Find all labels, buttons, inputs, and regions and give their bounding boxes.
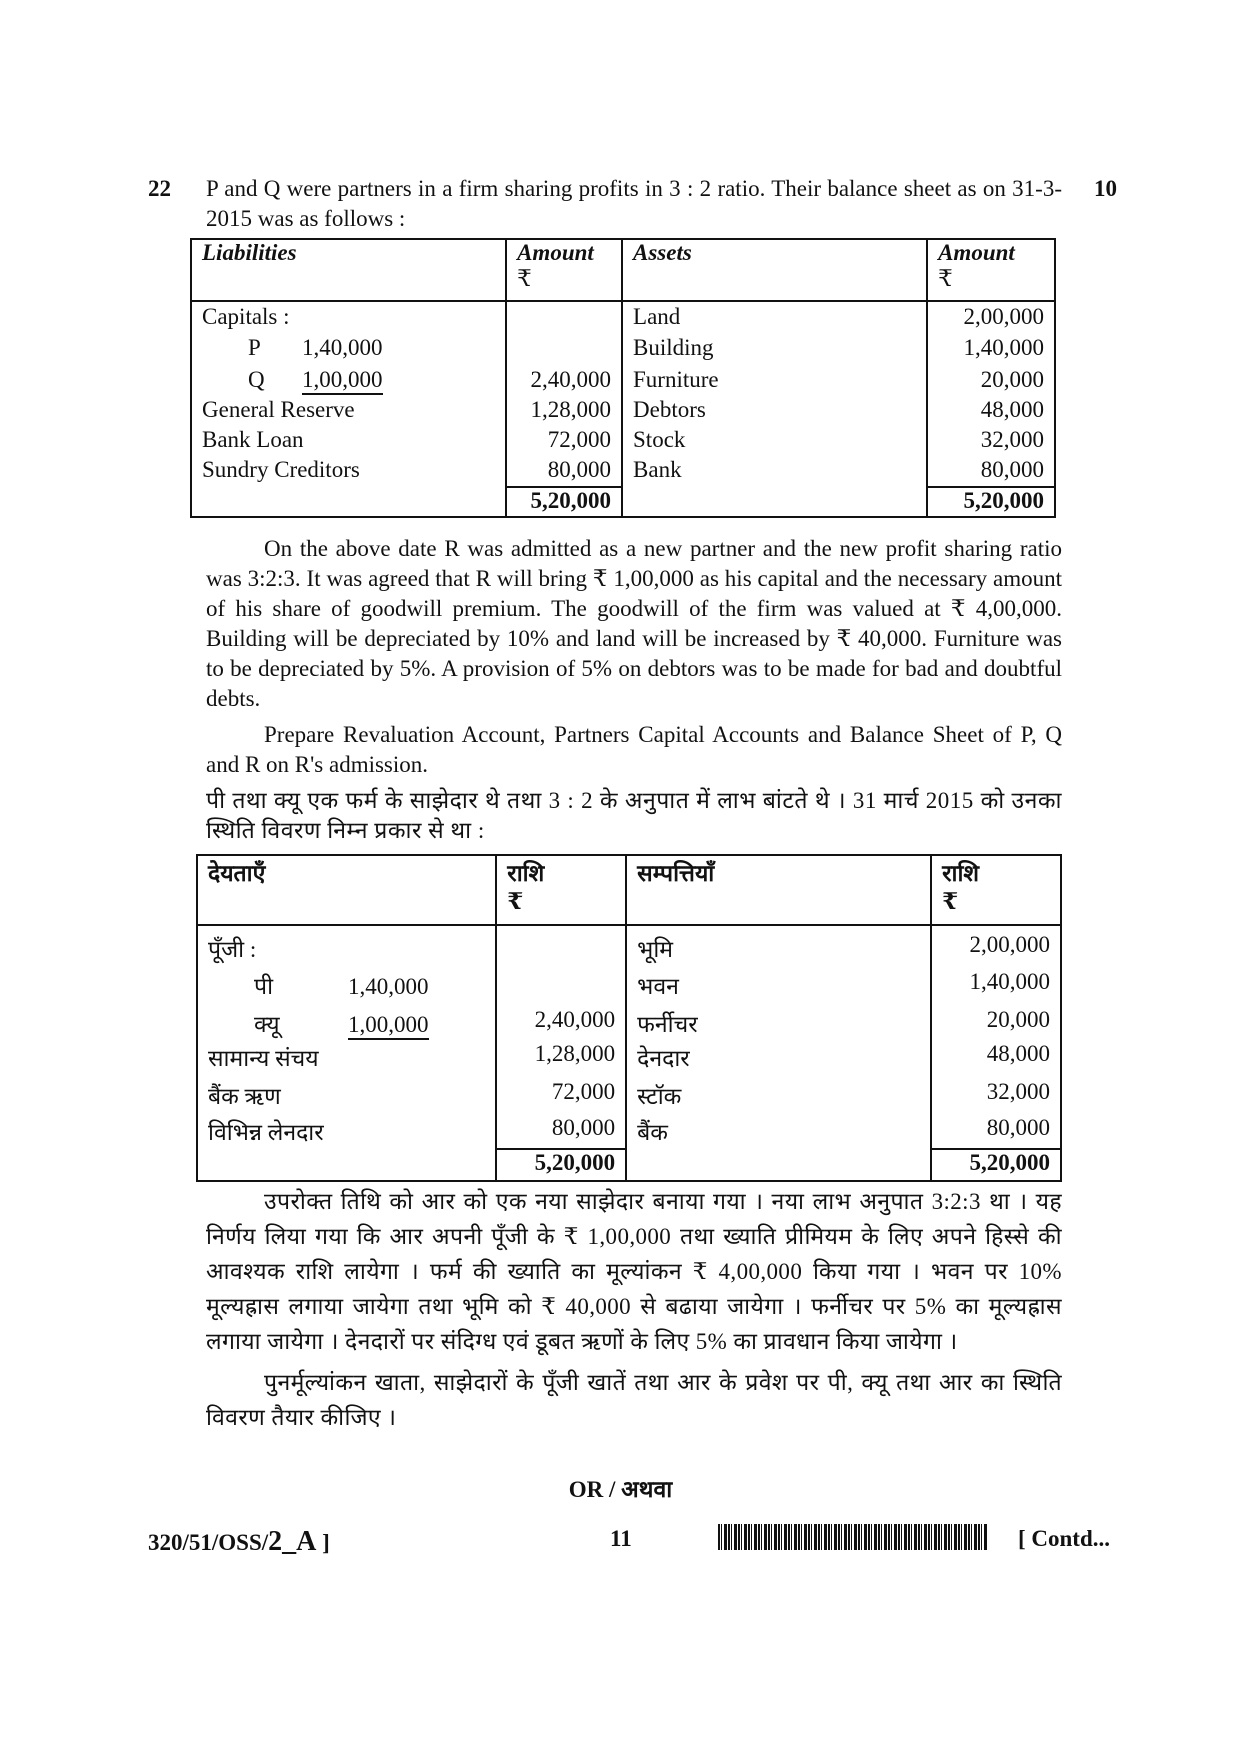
balance-sheet-hi [196, 854, 1062, 1182]
body-hi-para-2: पुनर्मूल्यांकन खाता, साझेदारों के पूँजी खातें तथा आर के प्रवेश पर पी, क्यू तथा आर का स्थिति विवरण तैयार कीजिए । [206, 1370, 1062, 1430]
asset-bank-amount: 80,000 [927, 457, 1055, 487]
total-liabilities-hi: 5,20,000 [496, 1149, 626, 1181]
total-assets: 5,20,000 [927, 487, 1055, 517]
total-assets-hi: 5,20,000 [931, 1149, 1061, 1181]
liab-bank-loan-amount-hi: 72,000 [496, 1075, 626, 1113]
liab-creditors: Sundry Creditors [191, 457, 506, 487]
liab-bank-loan-amount: 72,000 [506, 427, 622, 457]
asset-stock-amount-hi: 32,000 [931, 1075, 1061, 1113]
asset-land-hi: भूमि [626, 925, 931, 965]
paper-code: 320/51/OSS/2_A ] [148, 1526, 330, 1557]
asset-furniture-hi: फर्नीचर [626, 1003, 931, 1041]
intro-en-text: P and Q were partners in a firm sharing profits in 3 : 2 ratio. Their balance sheet as on 31-3-2015 was as follows : [206, 176, 1062, 231]
liab-general-reserve-hi: सामान्य संचय [197, 1041, 496, 1075]
body-en-para-1: On the above date R was admitted as a new partner and the new profit sharing ratio was 3:2:3. It was agreed that R will bring ₹ 1,00,000 as his capital and the necessary amount of his share of goodwill premium. The goodwill of the firm was valued at ₹ 4,00,000. Building will be depreciated by 10% and land will be increased by ₹ 40,000. Furniture was to be depreciated by 5%. A provision of 5% on debtors was to be made for bad and doubtful debts. [206, 536, 1062, 711]
header-liabilities-hi: देयताएँ [197, 855, 496, 925]
body-hi-para-1: उपरोक्त तिथि को आर को एक नया साझेदार बनाया गया । नया लाभ अनुपात 3:2:3 था । यह निर्णय लिया गया कि आर अपनी पूँजी के ₹ 1,00,000 तथा ख्याति प्रीमियम के लिए अपने हिस्से की आवश्यक राशि लायेगा । फर्म की ख्याति का मूल्यांकन ₹ 4,00,000 किया गया । भवन पर 10% मूल्यह्रास लगाया जायेगा तथा भूमि को ₹ 40,000 से बढाया जायेगा । फर्नीचर पर 5% का मूल्यह्रास लगाया जायेगा । देनदारों पर संदिग्ध एवं डूबत ऋणों के लिए 5% का प्रावधान किया जायेगा । [206, 1189, 1062, 1354]
body-en-para-2: Prepare Revaluation Account, Partners Capital Accounts and Balance Sheet of P, Q and R on R's admission. [206, 722, 1062, 777]
row-capital-p-hi: पी 1,40,000 [197, 965, 496, 1003]
balance-sheet-en [190, 238, 1056, 518]
capital-total: 2,40,000 [506, 367, 622, 397]
liab-creditors-amount-hi: 80,000 [496, 1113, 626, 1149]
asset-bank-amount-hi: 80,000 [931, 1113, 1061, 1149]
liab-bank-loan: Bank Loan [191, 427, 506, 457]
row-capitals-hi: पूँजी : [197, 925, 496, 965]
asset-bank: Bank [622, 457, 927, 487]
header-amount-assets-hi: राशि ₹ [931, 855, 1061, 925]
asset-furniture-amount-hi: 20,000 [931, 1003, 1061, 1041]
question-marks: 10 [1094, 176, 1117, 201]
liab-general-reserve: General Reserve [191, 397, 506, 427]
barcode [718, 1524, 988, 1550]
asset-bank-hi: बैंक [626, 1113, 931, 1149]
page-number: 11 [610, 1526, 632, 1551]
header-amount-liab-hi: राशि ₹ [496, 855, 626, 925]
question-body-hi [206, 1184, 1062, 1435]
header-liabilities: Liabilities [191, 239, 506, 301]
asset-debtors-amount-hi: 48,000 [931, 1041, 1061, 1075]
liab-creditors-amount: 80,000 [506, 457, 622, 487]
asset-stock-hi: स्टॉक [626, 1075, 931, 1113]
header-assets-hi: सम्पत्तियाँ [626, 855, 931, 925]
continued-label: [ Contd... [1018, 1526, 1111, 1551]
asset-stock-amount: 32,000 [927, 427, 1055, 457]
asset-building-amount-hi: 1,40,000 [931, 965, 1061, 1003]
asset-building-amount: 1,40,000 [927, 335, 1055, 367]
question-number: 22 [148, 176, 171, 201]
question-body-en [206, 534, 1062, 846]
asset-debtors: Debtors [622, 397, 927, 427]
asset-land: Land [622, 301, 927, 335]
liab-general-reserve-amount-hi: 1,28,000 [496, 1041, 626, 1075]
header-amount-assets: Amount ₹ [927, 239, 1055, 301]
asset-debtors-amount: 48,000 [927, 397, 1055, 427]
asset-furniture-amount: 20,000 [927, 367, 1055, 397]
total-liabilities: 5,20,000 [506, 487, 622, 517]
header-amount-liab: Amount ₹ [506, 239, 622, 301]
asset-stock: Stock [622, 427, 927, 457]
capital-total-hi: 2,40,000 [496, 1003, 626, 1041]
question-intro-en [206, 174, 1062, 234]
or-separator: OR / अथवा [568, 1477, 673, 1502]
asset-land-amount-hi: 2,00,000 [931, 925, 1061, 965]
liab-creditors-hi: विभिन्न लेनदार [197, 1113, 496, 1149]
asset-building: Building [622, 335, 927, 367]
row-capital-p: P 1,40,000 [191, 335, 506, 367]
liab-bank-loan-hi: बैंक ऋण [197, 1075, 496, 1113]
asset-land-amount: 2,00,000 [927, 301, 1055, 335]
row-capital-q: Q 1,00,000 [191, 367, 506, 397]
header-assets: Assets [622, 239, 927, 301]
asset-debtors-hi: देनदार [626, 1041, 931, 1075]
asset-building-hi: भवन [626, 965, 931, 1003]
intro-hi-text: पी तथा क्यू एक फर्म के साझेदार थे तथा 3 : 2 के अनुपात में लाभ बांटते थे । 31 मार्च 2015 को उनका स्थिति विवरण निम्न प्रकार से था : [206, 788, 1062, 843]
liab-general-reserve-amount: 1,28,000 [506, 397, 622, 427]
asset-furniture: Furniture [622, 367, 927, 397]
row-capital-q-hi: क्यू 1,00,000 [197, 1003, 496, 1041]
row-capitals: Capitals : [191, 301, 506, 335]
